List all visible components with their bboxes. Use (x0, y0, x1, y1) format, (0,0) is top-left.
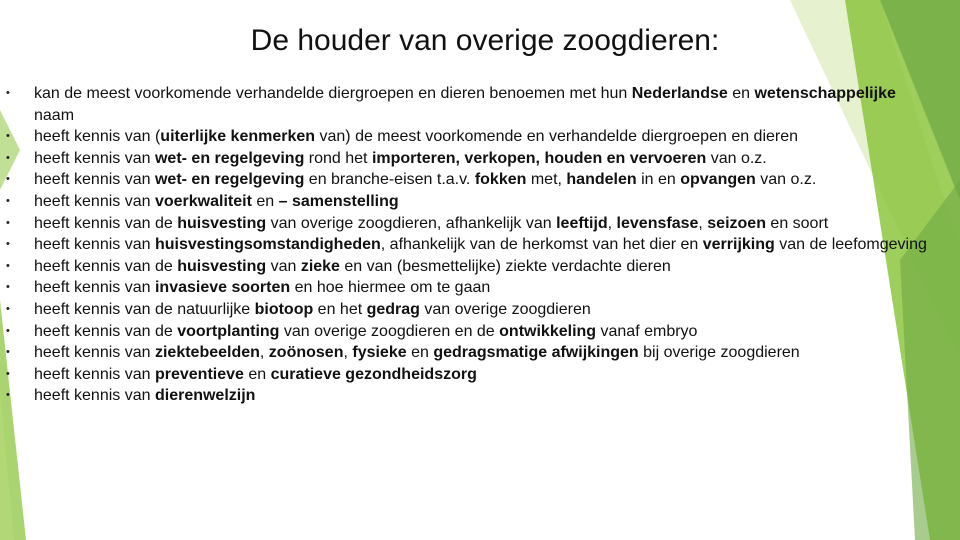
text: en soort (765, 214, 829, 232)
list-item (0, 148, 934, 170)
text: van de leefomgeving (774, 236, 927, 254)
list-item (0, 277, 934, 299)
bold-text: opvangen (680, 171, 756, 189)
text: heeft kennis van ( (34, 128, 161, 146)
bullet-icon: • (6, 346, 10, 359)
bold-text: fysieke (352, 344, 407, 362)
bullet-icon: • (6, 281, 10, 294)
bold-text: huisvesting (177, 257, 267, 275)
text: en (406, 344, 434, 362)
bold-text: voortplanting (177, 322, 280, 340)
text: en van (besmettelijke) ziekte verdachte dieren (339, 257, 671, 275)
bold-text: wetenschappelijke (754, 85, 896, 102)
bold-text: gedragsmatige afwijkingen (433, 344, 639, 362)
text: van overige zoogdieren en de (279, 322, 500, 340)
text: heeft kennis van de (34, 257, 178, 275)
list-item (0, 385, 934, 407)
text: van (266, 257, 301, 275)
text: met, (526, 171, 567, 189)
text: van o.z. (755, 171, 817, 189)
list-item (0, 364, 934, 386)
text: heeft kennis van de (34, 214, 178, 232)
text: heeft kennis van (34, 279, 155, 297)
text: , afhankelijk van de herkomst van het dier en (380, 236, 703, 254)
bold-text: seizoen (707, 214, 766, 232)
text: naam (34, 106, 75, 124)
bullet-icon: • (6, 302, 10, 315)
bold-text: importeren, verkopen, houden en vervoeren (371, 149, 707, 167)
text: heeft kennis van (34, 192, 155, 210)
bold-text: dierenwelzijn (154, 387, 256, 405)
text: en hoe hiermee om te gaan (290, 279, 491, 297)
bold-text: huisvesting (177, 214, 267, 232)
bold-text: gedrag (366, 300, 420, 318)
text: van overige zoogdieren (419, 300, 591, 318)
text: , (607, 214, 617, 232)
bold-text: Nederlandse (631, 85, 728, 102)
bullet-icon: • (6, 389, 10, 402)
bullet-icon: • (6, 259, 10, 272)
text: heeft kennis van de (34, 322, 178, 340)
text: , (698, 214, 708, 232)
list-item (0, 169, 934, 191)
bullet-icon: • (6, 367, 10, 380)
list-item (0, 256, 934, 278)
bold-text: fokken (474, 171, 527, 189)
list-item (0, 234, 934, 256)
bullet-icon: • (6, 194, 10, 207)
text: vanaf embryo (596, 322, 698, 340)
text: in en (636, 171, 681, 189)
bold-text: ontwikkeling (499, 322, 597, 340)
text: en het (313, 300, 367, 318)
text: bij overige zoogdieren (638, 344, 800, 362)
text: rond het (304, 149, 372, 167)
text: , (259, 344, 269, 362)
bold-text: wet- en regelgeving (154, 149, 305, 167)
bold-text: levensfase (616, 214, 699, 232)
text: heeft kennis van (34, 387, 155, 405)
text: en (243, 365, 271, 383)
text: heeft kennis van (34, 171, 155, 189)
bold-text: preventieve (154, 365, 244, 383)
bullet-icon: • (6, 173, 10, 186)
text: van o.z. (706, 149, 767, 167)
bullet-icon: • (6, 324, 10, 337)
list-item (0, 299, 934, 321)
bold-text: invasieve soorten (154, 279, 291, 297)
bold-text: huisvestingsomstandigheden (154, 236, 381, 254)
bold-text: – samenstelling (278, 192, 399, 210)
bullet-list (0, 83, 934, 407)
bold-text: uiterlijke kenmerken (160, 128, 316, 146)
text: en branche-eisen t.a.v. (304, 171, 475, 189)
text: van overige zoogdieren, afhankelijk van (266, 214, 557, 232)
list-item (0, 342, 934, 364)
bold-text: handelen (566, 171, 637, 189)
list-item (0, 191, 934, 213)
bullet-icon: • (6, 151, 10, 164)
text: kan de meest voorkomende verhandelde diergroepen en dieren benoemen met hun (34, 85, 632, 102)
bold-text: zoönosen (268, 344, 344, 362)
bold-text: curatieve gezondheidszorg (270, 365, 477, 383)
bold-text: zieke (300, 257, 340, 275)
text: heeft kennis van (34, 236, 155, 254)
text: heeft kennis van (34, 365, 155, 383)
bullet-icon: • (6, 87, 10, 99)
bold-text: wet- en regelgeving (154, 171, 305, 189)
list-item (0, 321, 934, 343)
text: heeft kennis van (34, 344, 155, 362)
bold-text: ziektebeelden (154, 344, 260, 362)
bold-text: verrijking (702, 236, 775, 254)
list-item (0, 83, 934, 126)
text: , (343, 344, 353, 362)
bullet-icon: • (6, 216, 10, 229)
bold-text: leeftijd (556, 214, 608, 232)
bullet-icon: • (6, 130, 10, 143)
bold-text: voerkwaliteit (154, 192, 252, 210)
text: heeft kennis van (34, 149, 155, 167)
bullet-icon: • (6, 238, 10, 251)
text: heeft kennis van de natuurlijke (34, 300, 255, 318)
slide-title: De houder van overige zoogdieren: (250, 24, 720, 57)
text: van) de meest voorkomende en verhandelde diergroepen en dieren (315, 128, 799, 146)
text: en (251, 192, 279, 210)
list-item (0, 126, 934, 148)
text: en (727, 85, 755, 102)
bold-text: biotoop (254, 300, 314, 318)
list-item (0, 213, 934, 235)
